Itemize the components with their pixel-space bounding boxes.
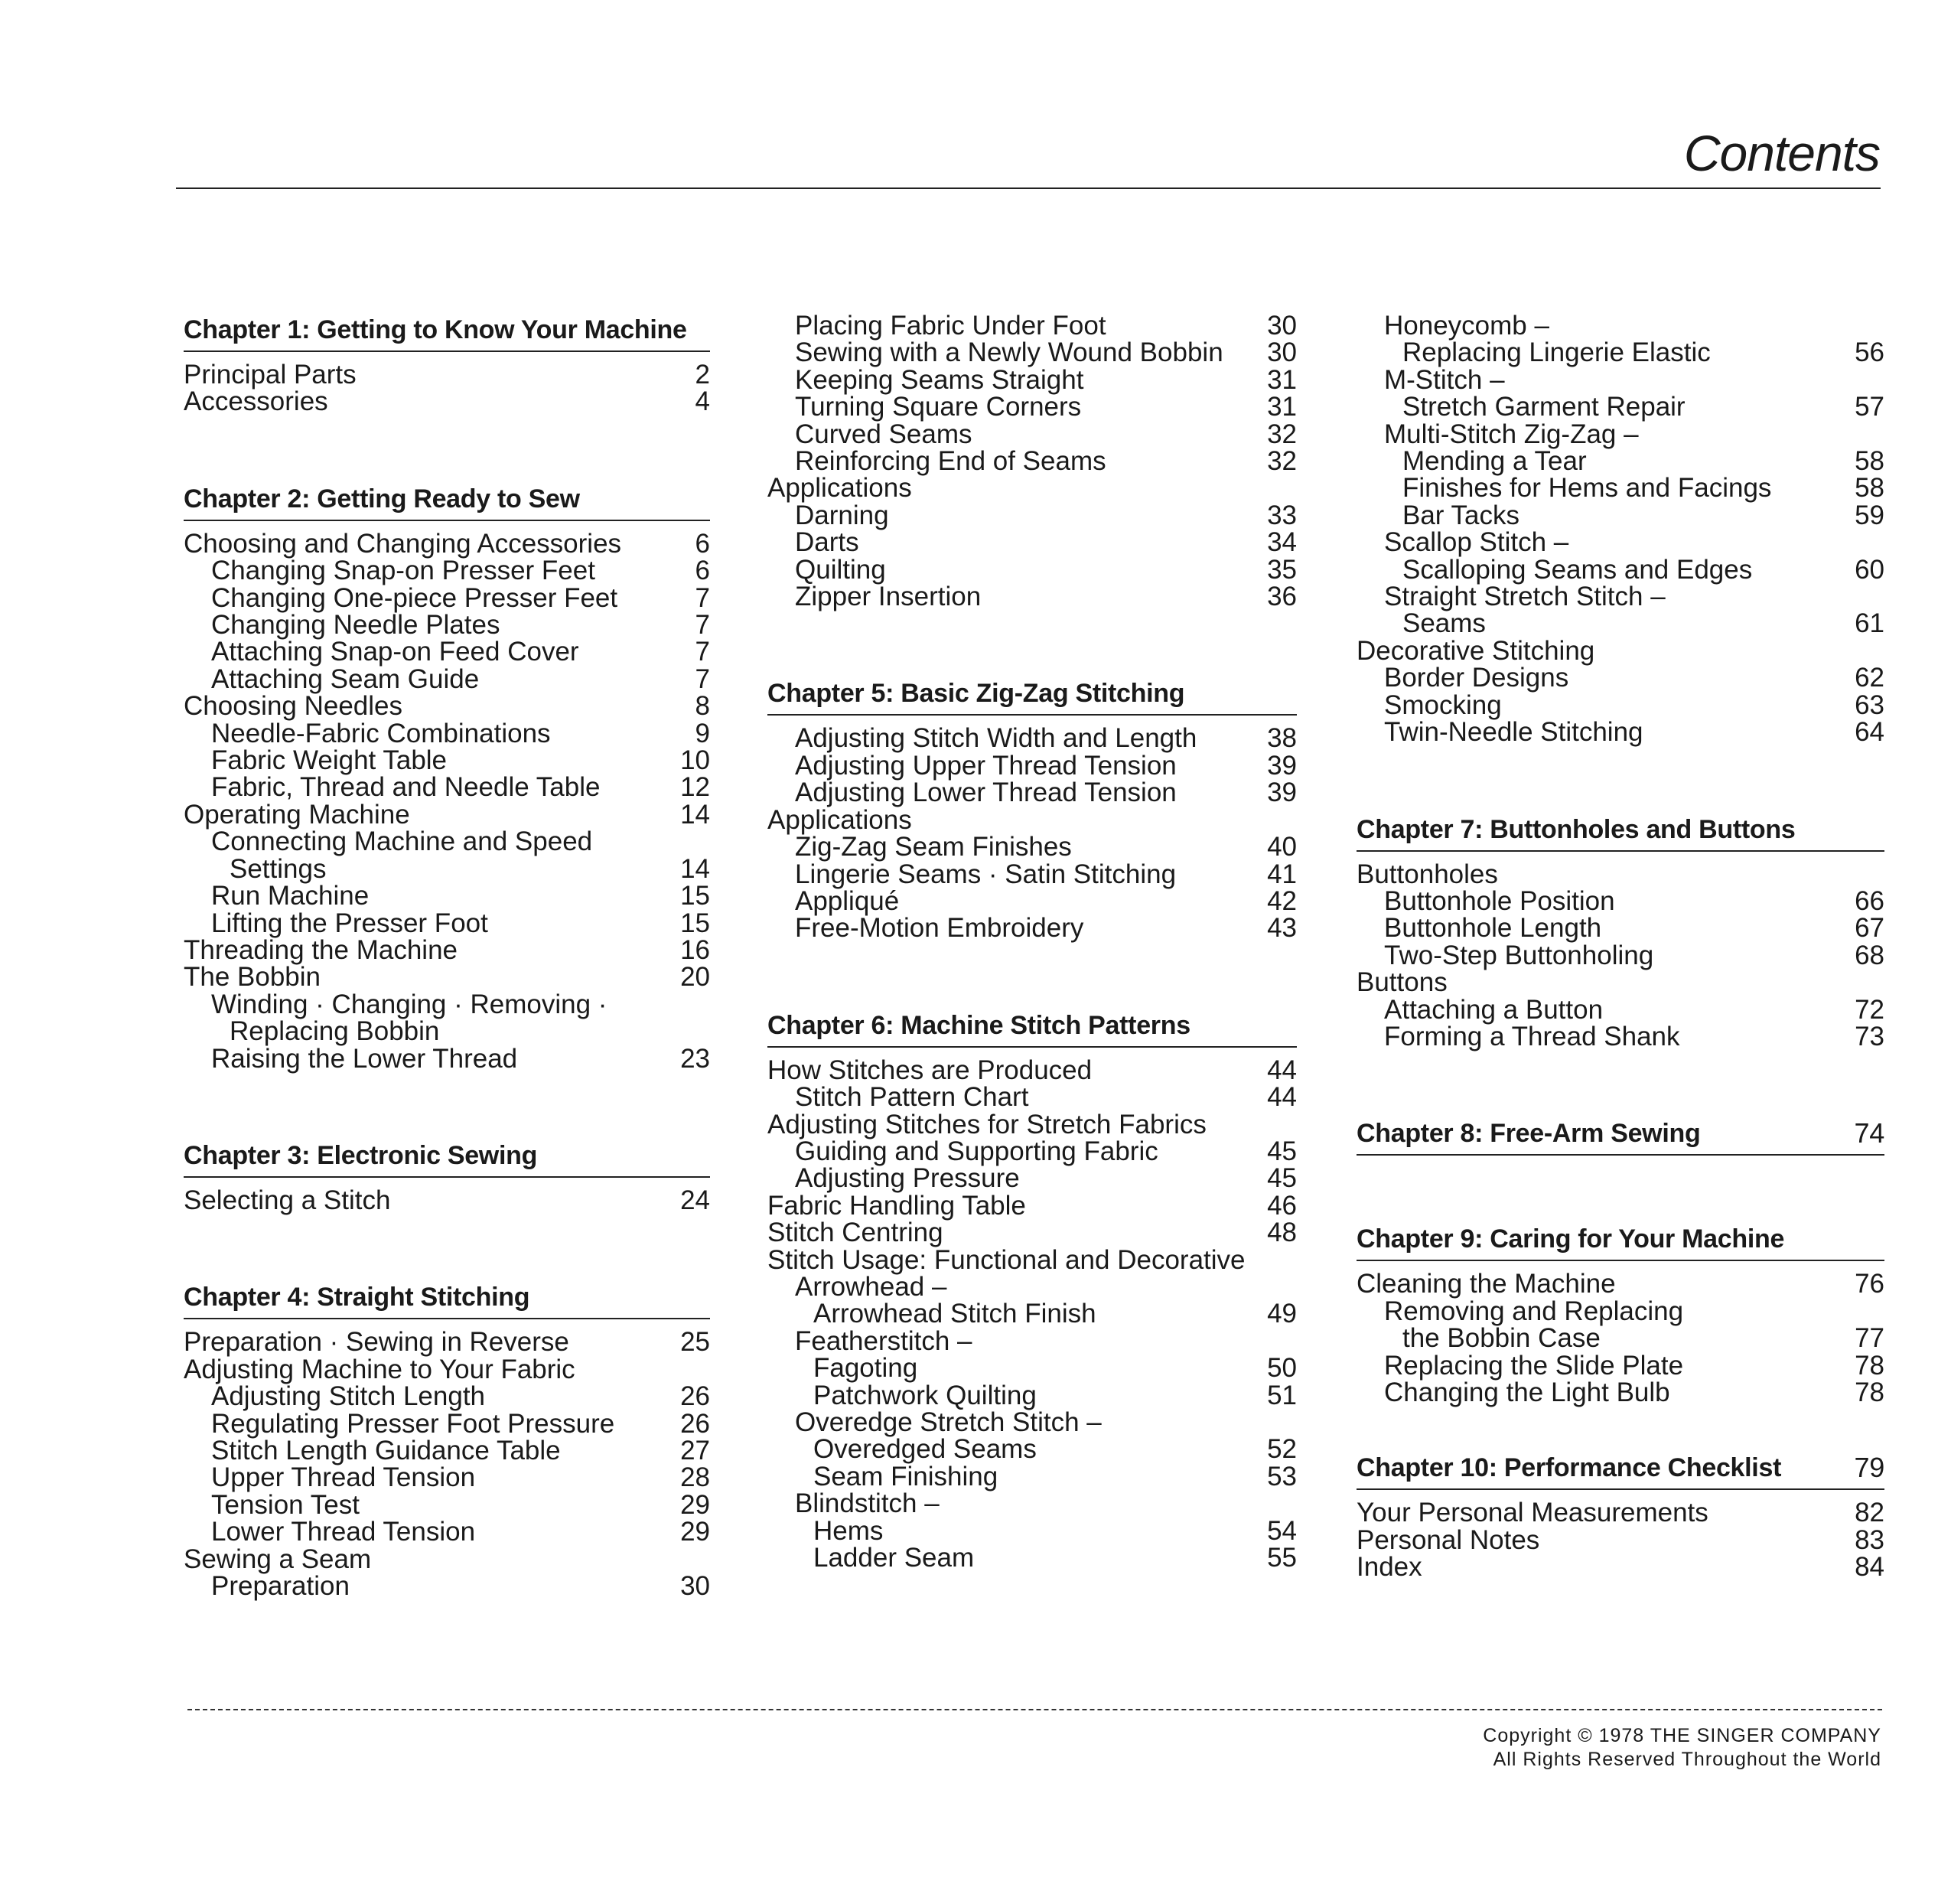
chapter-9-title: Chapter 9: Caring for Your Machine xyxy=(1357,1224,1785,1254)
toc-entry[interactable]: Operating Machine 14 xyxy=(184,799,710,830)
toc-entry[interactable]: Straight Stretch Stitch – xyxy=(1384,582,1666,612)
chapter-4-title: Chapter 4: Straight Stitching xyxy=(184,1283,530,1312)
toc-entry[interactable]: Finishes for Hems and Facings 58 xyxy=(1402,473,1884,504)
toc-entry[interactable]: Choosing Needles 8 xyxy=(184,691,710,722)
toc-entry[interactable]: Scallop Stitch – xyxy=(1384,527,1569,558)
toc-entry[interactable]: Arrowhead Stitch Finish 49 xyxy=(813,1299,1297,1329)
toc-entry[interactable]: Sewing with a Newly Wound Bobbin 30 xyxy=(795,337,1297,368)
toc-entry[interactable]: Smocking 63 xyxy=(1384,690,1884,720)
toc-entry[interactable]: Reinforcing End of Seams 32 xyxy=(795,446,1297,477)
toc-entry[interactable]: Sewing a Seam xyxy=(184,1544,372,1574)
toc-entry[interactable]: Ladder Seam 55 xyxy=(813,1543,1297,1573)
page-title: Contents xyxy=(1683,125,1880,181)
chapter-7-title: Chapter 7: Buttonholes and Buttons xyxy=(1357,814,1796,844)
toc-entry[interactable]: Attaching a Button 72 xyxy=(1384,994,1884,1025)
toc-entry[interactable]: Keeping Seams Straight 31 xyxy=(795,364,1297,395)
chapter-1-title: Chapter 1: Getting to Know Your Machine xyxy=(184,315,687,344)
toc-entry[interactable]: Adjusting Stitch Width and Length 38 xyxy=(795,723,1297,754)
toc-entry[interactable]: Adjusting Stitches for Stretch Fabrics xyxy=(767,1109,1207,1139)
toc-entry[interactable]: Fabric, Thread and Needle Table 12 xyxy=(211,772,710,803)
toc-entry[interactable]: Patchwork Quilting 51 xyxy=(813,1380,1297,1410)
chapter-4-heading[interactable] xyxy=(184,1280,710,1319)
toc-entry[interactable]: Needle-Fabric Combinations 9 xyxy=(211,718,710,748)
toc-entry[interactable]: Stretch Garment Repair 57 xyxy=(1402,392,1884,422)
toc-entry[interactable]: Honeycomb – xyxy=(1384,311,1549,341)
toc-entry[interactable]: Seams 61 xyxy=(1402,608,1884,639)
toc-entry[interactable]: Adjusting Stitch Length 26 xyxy=(211,1381,710,1412)
chapter-2-title: Chapter 2: Getting Ready to Sew xyxy=(184,484,580,513)
chapter-8-heading[interactable] xyxy=(1357,1116,1884,1156)
toc-entry[interactable]: Tension Test 29 xyxy=(211,1489,710,1520)
toc-entry[interactable]: Adjusting Machine to Your Fabric xyxy=(184,1354,575,1384)
toc-entry[interactable]: Adjusting Upper Thread Tension 39 xyxy=(795,750,1297,781)
toc-entry[interactable]: Blindstitch – xyxy=(795,1488,940,1519)
toc-entry[interactable]: Regulating Presser Foot Pressure 26 xyxy=(211,1408,710,1439)
toc-entry[interactable]: How Stitches are Produced 44 xyxy=(767,1055,1297,1085)
toc-entry[interactable]: Border Designs 62 xyxy=(1384,663,1884,693)
toc-entry[interactable]: Quilting 35 xyxy=(795,554,1297,585)
copyright-notice xyxy=(1483,1724,1881,1772)
toc-entry[interactable]: Connecting Machine and Speed xyxy=(211,826,593,857)
bottom-rule xyxy=(187,1709,1882,1710)
toc-entry[interactable]: Changing Snap-on Presser Feet 6 xyxy=(211,556,710,586)
toc-entry[interactable]: Seam Finishing 53 xyxy=(813,1461,1297,1492)
toc-entry[interactable]: Appliqué 42 xyxy=(795,885,1297,916)
toc-entry[interactable]: Forming a Thread Shank 73 xyxy=(1384,1021,1884,1051)
toc-entry[interactable]: Hems 54 xyxy=(813,1515,1297,1546)
chapter-8-page: 74 xyxy=(1854,1117,1884,1149)
title-rule xyxy=(176,187,1881,189)
toc-entry[interactable]: Curved Seams 32 xyxy=(795,419,1297,449)
toc-entry[interactable]: Upper Thread Tension 28 xyxy=(211,1462,710,1493)
toc-entry[interactable]: Winding · Changing · Removing · xyxy=(211,989,607,1019)
toc-entry[interactable]: Settings 14 xyxy=(230,853,710,884)
toc-entry[interactable]: Overedged Seams 52 xyxy=(813,1434,1297,1465)
contents-column-2 xyxy=(767,312,1297,1571)
toc-entry[interactable]: Lifting the Presser Foot 15 xyxy=(211,908,710,938)
toc-entry[interactable]: Zipper Insertion 36 xyxy=(795,582,1297,612)
toc-entry[interactable]: Attaching Snap-on Feed Cover 7 xyxy=(211,637,710,667)
toc-entry[interactable]: Replacing the Slide Plate 78 xyxy=(1384,1350,1884,1381)
toc-entry[interactable]: the Bobbin Case 77 xyxy=(1402,1323,1884,1354)
toc-entry[interactable]: Stitch Usage: Functional and Decorative xyxy=(767,1244,1246,1275)
toc-entry[interactable]: Personal Notes 83 xyxy=(1357,1524,1884,1555)
chapter-2-heading[interactable] xyxy=(184,481,710,521)
toc-entry[interactable]: Multi-Stitch Zig-Zag – xyxy=(1384,419,1639,449)
chapter-6-heading[interactable] xyxy=(767,1008,1297,1048)
contents-column-3 xyxy=(1357,312,1884,1581)
chapter-7-heading[interactable] xyxy=(1357,812,1884,852)
toc-entry[interactable]: Selecting a Stitch 24 xyxy=(184,1185,710,1215)
toc-entry[interactable]: Buttonholes xyxy=(1357,859,1498,889)
toc-entry[interactable]: Applications xyxy=(767,473,912,504)
toc-entry[interactable]: Fabric Weight Table 10 xyxy=(211,745,710,776)
toc-entry[interactable]: Run Machine 15 xyxy=(211,881,710,911)
toc-entry[interactable]: Changing One-piece Presser Feet 7 xyxy=(211,582,710,613)
toc-entry[interactable]: Replacing Bobbin xyxy=(230,1016,440,1047)
toc-entry[interactable]: Mending a Tear 58 xyxy=(1402,446,1884,477)
toc-entry[interactable]: Preparation 30 xyxy=(211,1571,710,1601)
toc-entry[interactable]: M-Stitch – xyxy=(1384,364,1505,395)
toc-entry[interactable]: Choosing and Changing Accessories 6 xyxy=(184,528,710,559)
copyright-line-1: Copyright © 1978 THE SINGER COMPANY xyxy=(1483,1725,1881,1746)
toc-entry[interactable]: Threading the Machine 16 xyxy=(184,934,710,965)
toc-entry[interactable]: Cleaning the Machine 76 xyxy=(1357,1269,1884,1299)
toc-entry[interactable]: Adjusting Pressure 45 xyxy=(795,1163,1297,1194)
toc-entry[interactable]: Preparation · Sewing in Reverse 25 xyxy=(184,1327,710,1358)
toc-entry[interactable]: Scalloping Seams and Edges 60 xyxy=(1402,554,1884,585)
toc-entry[interactable]: Changing Needle Plates 7 xyxy=(211,610,710,641)
chapter-5-heading[interactable] xyxy=(767,676,1297,716)
toc-entry[interactable]: Bar Tacks 59 xyxy=(1402,500,1884,530)
toc-entry[interactable]: Principal Parts 2 xyxy=(184,360,710,390)
toc-entry[interactable]: Buttonhole Position 66 xyxy=(1384,885,1884,916)
toc-entry[interactable]: Placing Fabric Under Foot 30 xyxy=(795,311,1297,341)
toc-entry[interactable]: Fagoting 50 xyxy=(813,1353,1297,1384)
toc-entry[interactable]: Arrowhead – xyxy=(795,1271,947,1302)
chapter-5-title: Chapter 5: Basic Zig-Zag Stitching xyxy=(767,679,1185,709)
toc-entry[interactable]: Twin-Needle Stitching 64 xyxy=(1384,717,1884,748)
copyright-line-2: All Rights Reserved Throughout the World xyxy=(1493,1749,1881,1770)
toc-entry[interactable]: Removing and Replacing xyxy=(1384,1296,1684,1326)
toc-entry[interactable]: Raising the Lower Thread 23 xyxy=(211,1043,710,1074)
toc-entry[interactable]: The Bobbin 20 xyxy=(184,962,710,993)
toc-entry[interactable]: Darts 34 xyxy=(795,527,1297,558)
contents-column-1 xyxy=(184,312,710,1599)
toc-entry[interactable]: Darning 33 xyxy=(795,500,1297,530)
chapter-10-title: Chapter 10: Performance Checklist xyxy=(1357,1453,1782,1483)
toc-entry[interactable]: Buttonhole Length 67 xyxy=(1384,913,1884,944)
chapter-9-heading[interactable] xyxy=(1357,1221,1884,1261)
toc-entry[interactable]: Stitch Length Guidance Table 27 xyxy=(211,1435,710,1465)
toc-entry[interactable]: Free-Motion Embroidery 43 xyxy=(795,913,1297,944)
toc-entry[interactable]: Zig-Zag Seam Finishes 40 xyxy=(795,832,1297,862)
chapter-10-heading[interactable] xyxy=(1357,1450,1884,1490)
toc-entry[interactable]: Decorative Stitching xyxy=(1357,635,1595,666)
toc-entry[interactable]: Guiding and Supporting Fabric 45 xyxy=(795,1136,1297,1166)
toc-entry[interactable]: Fabric Handling Table 46 xyxy=(767,1190,1297,1221)
toc-entry[interactable]: Index 84 xyxy=(1357,1552,1884,1583)
toc-entry[interactable]: Featherstitch – xyxy=(795,1325,972,1356)
toc-entry[interactable]: Applications xyxy=(767,804,912,835)
toc-entry[interactable]: Two-Step Buttonholing 68 xyxy=(1384,940,1884,970)
chapter-6-title: Chapter 6: Machine Stitch Patterns xyxy=(767,1010,1190,1040)
toc-entry[interactable]: Stitch Centring 48 xyxy=(767,1218,1297,1248)
chapter-3-heading[interactable] xyxy=(184,1138,710,1178)
toc-entry[interactable]: Stitch Pattern Chart 44 xyxy=(795,1082,1297,1113)
toc-entry[interactable]: Attaching Seam Guide 7 xyxy=(211,663,710,694)
toc-entry[interactable]: Adjusting Lower Thread Tension 39 xyxy=(795,778,1297,808)
chapter-8-title: Chapter 8: Free-Arm Sewing xyxy=(1357,1119,1701,1149)
toc-entry[interactable]: Lingerie Seams · Satin Stitching 41 xyxy=(795,859,1297,889)
chapter-1-heading[interactable] xyxy=(184,312,710,352)
toc-entry[interactable]: Turning Square Corners 31 xyxy=(795,392,1297,422)
toc-entry[interactable]: Accessories 4 xyxy=(184,386,710,417)
toc-entry[interactable]: Your Personal Measurements 82 xyxy=(1357,1498,1884,1528)
toc-entry[interactable]: Buttons xyxy=(1357,967,1448,998)
toc-entry[interactable]: Changing the Light Bulb 78 xyxy=(1384,1377,1884,1407)
toc-entry[interactable]: Overedge Stretch Stitch – xyxy=(795,1407,1102,1437)
toc-entry[interactable]: Replacing Lingerie Elastic 56 xyxy=(1402,337,1884,368)
toc-entry[interactable]: Lower Thread Tension 29 xyxy=(211,1517,710,1547)
chapter-10-page: 79 xyxy=(1854,1452,1884,1484)
chapter-3-title: Chapter 3: Electronic Sewing xyxy=(184,1140,538,1170)
